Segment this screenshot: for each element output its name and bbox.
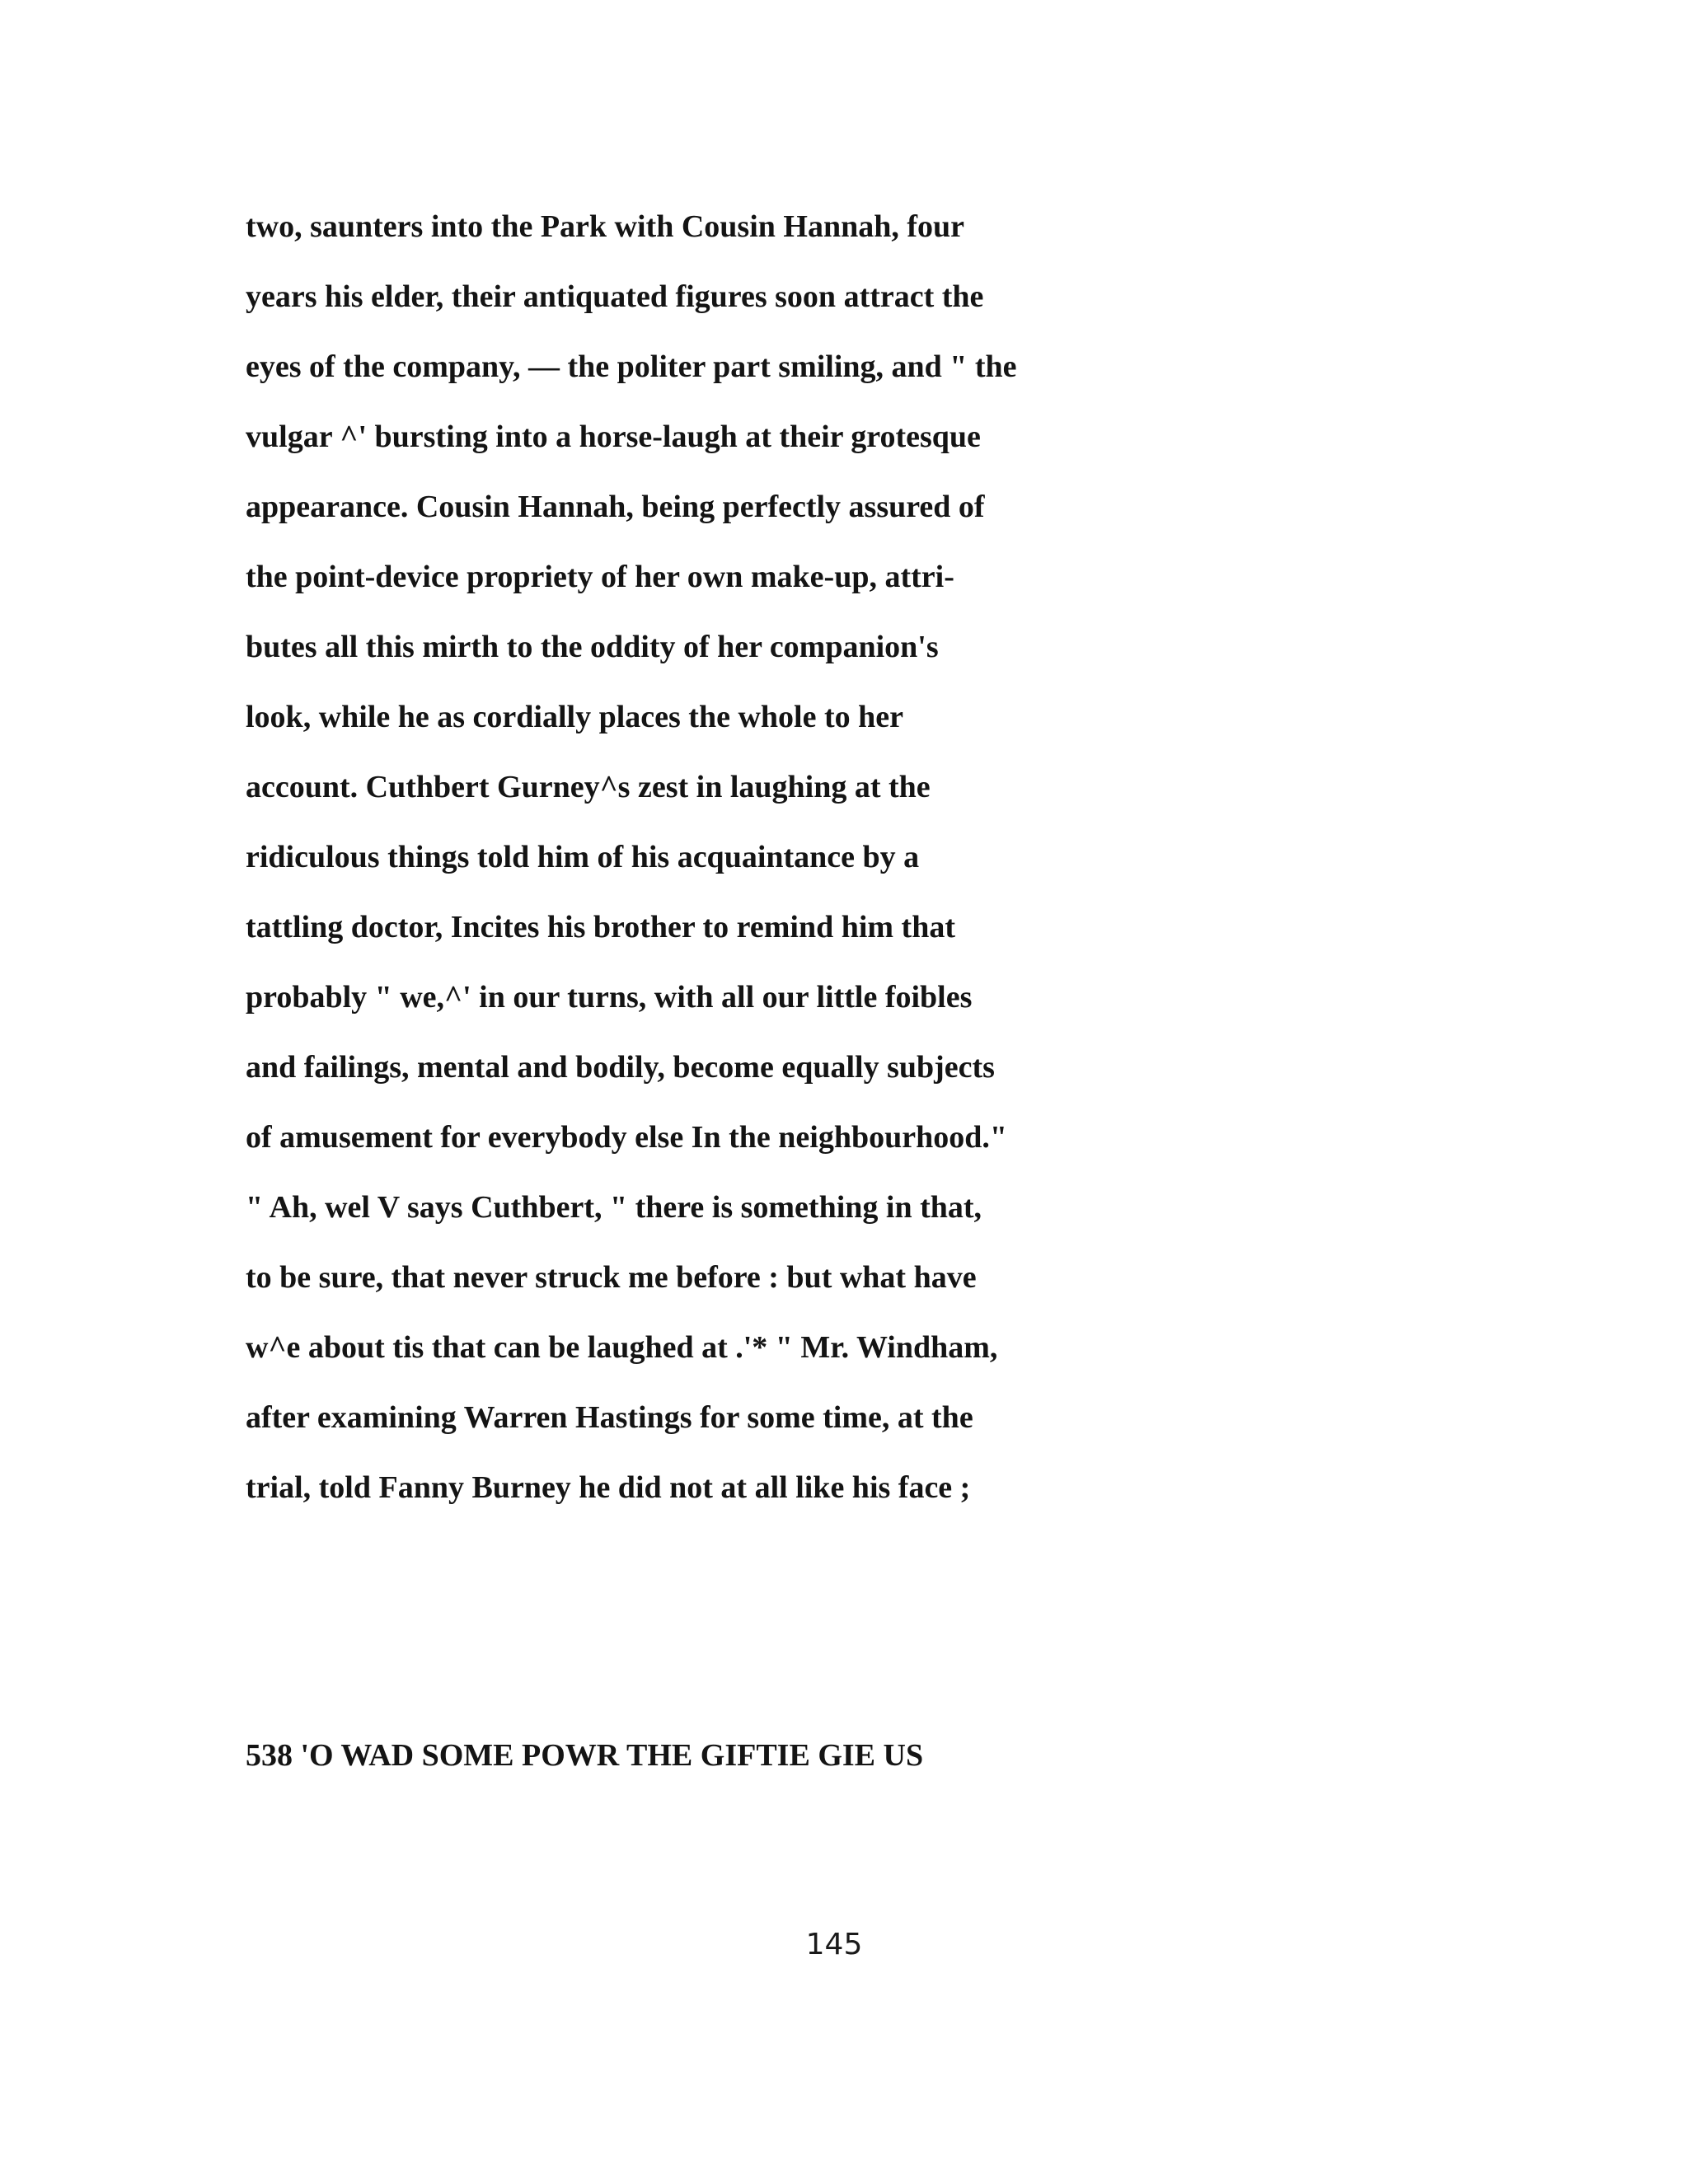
running-head: 538 'O WAD SOME POWR THE GIFTIE GIE US	[246, 1738, 924, 1773]
text-line: butes all this mirth to the oddity of her companion's	[246, 630, 939, 664]
text-line: account. Cuthbert Gurney^s zest in laughing at the	[246, 770, 931, 804]
text-line: and failings, mental and bodily, become equally subjects	[246, 1050, 995, 1085]
text-line: of amusement for everybody else In the neighbourhood."	[246, 1120, 1007, 1155]
text-line: the point-device propriety of her own make-up, attri-	[246, 560, 954, 594]
text-line: probably " we,^' in our turns, with all our little foibles	[246, 980, 973, 1015]
text-line: tattling doctor, Incites his brother to remind him that	[246, 910, 955, 944]
text-line: appearance. Cousin Hannah, being perfectly assured of	[246, 490, 985, 524]
text-line: years his elder, their antiquated figures soon attract the	[246, 279, 984, 314]
text-line: vulgar ^' bursting into a horse-laugh at their grotesque	[246, 419, 981, 454]
text-line: ridiculous things told him of his acquaintance by a	[246, 840, 920, 874]
text-line: look, while he as cordially places the whole to her	[246, 700, 903, 734]
text-line: eyes of the company, — the politer part smiling, and " the	[246, 349, 1017, 384]
body-text	[246, 192, 1441, 1523]
text-line: " Ah, wel V says Cuthbert, " there is something in that,	[246, 1190, 982, 1225]
text-line: trial, told Fanny Burney he did not at all like his face ;	[246, 1470, 971, 1505]
text-line: two, saunters into the Park with Cousin Hannah, four	[246, 209, 964, 244]
text-line: to be sure, that never struck me before : but what have	[246, 1260, 977, 1295]
text-line: w^e about tis that can be laughed at .'* " Mr. Windham,	[246, 1330, 998, 1365]
page-number: 145	[805, 1928, 863, 1961]
text-line: after examining Warren Hastings for some time, at the	[246, 1400, 973, 1435]
